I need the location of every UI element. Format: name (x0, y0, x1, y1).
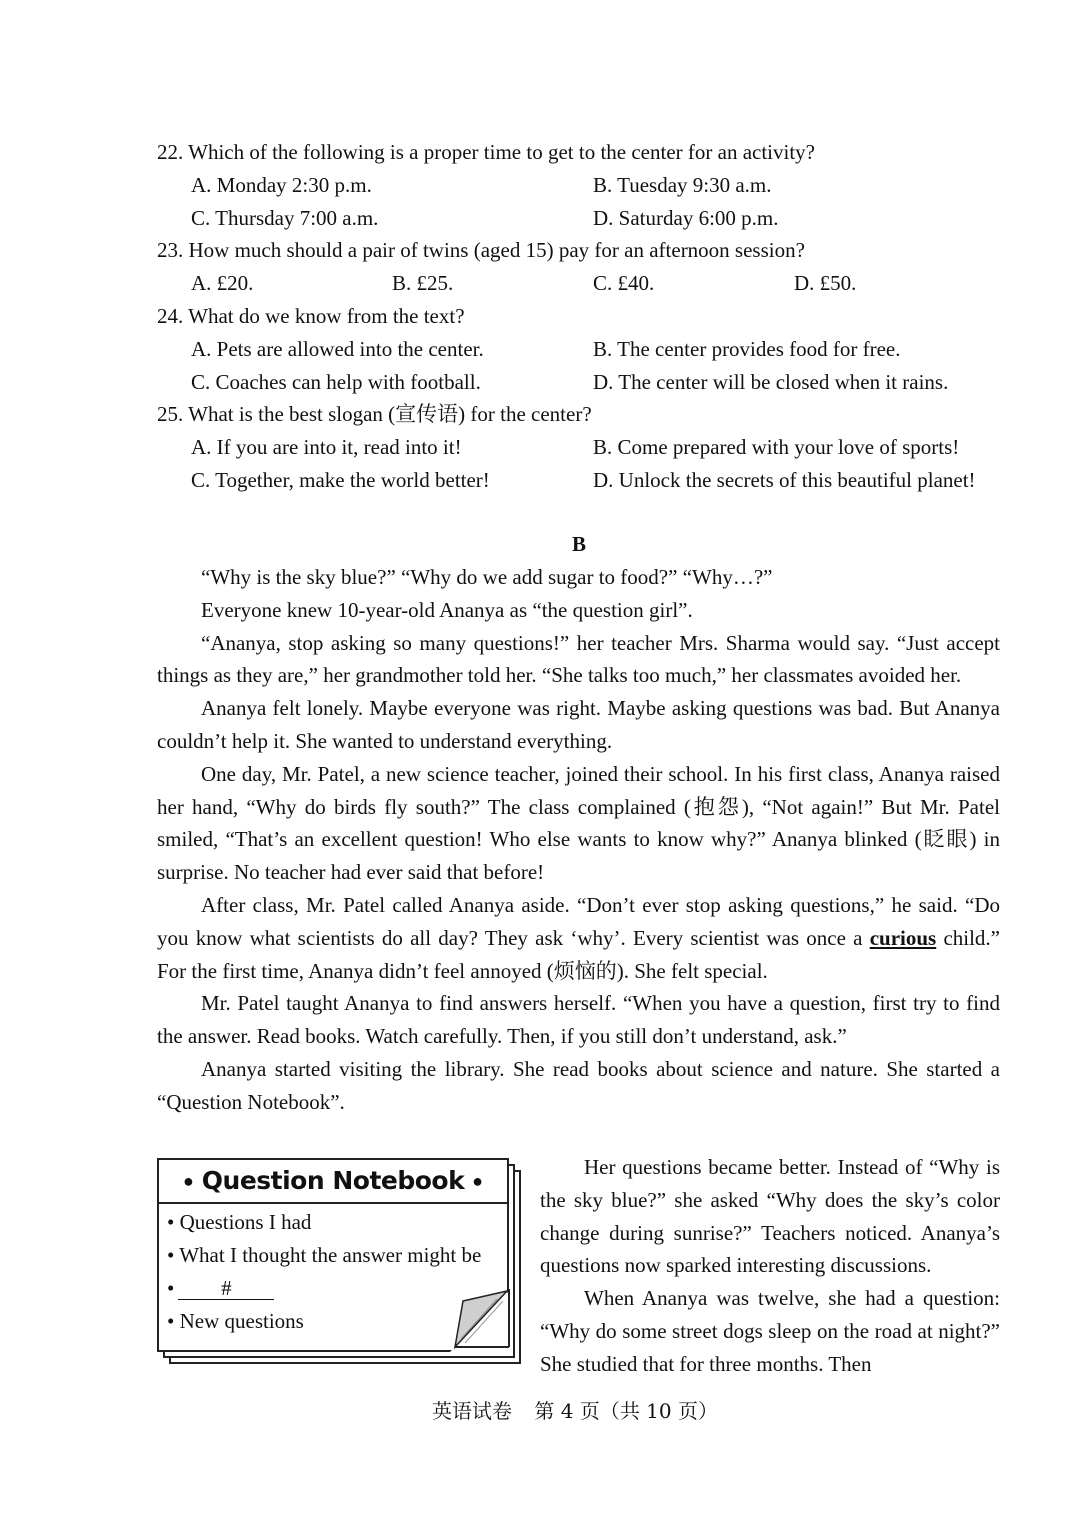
notebook-header (159, 1160, 507, 1204)
story-paragraph: Mr. Patel taught Ananya to find answers herself. “When you have a question, first try to find the answer. Read books. Watch carefully. Then, if you still don’t understand, ask.” (157, 991, 1000, 1049)
notebook-item: • New questions (167, 1309, 304, 1333)
question-22 (157, 136, 1002, 234)
story-text: After class, Mr. Patel called Ananya aside. “Don’t ever stop asking questions,” he said. “Do you know what scientists do all day? They ask ‘why’. Every scientist was once a (157, 892, 1000, 950)
story-continuation (540, 1151, 1000, 1381)
story-paragraph: “Why is the sky blue?” “Why do we add sugar to food?” “Why…?” (201, 565, 773, 589)
bullet-icon: ● (472, 1170, 483, 1191)
question-notebook (157, 1158, 523, 1366)
option-d: D. Unlock the secrets of this beautiful planet! (593, 467, 976, 492)
story-paragraph: Her questions became better. Instead of “Why is the sky blue?” she asked “Why does the sky’s color change during sunrise?” Teachers noticed. Ananya’s questions now sparked interesting discussions. (540, 1155, 1000, 1278)
notebook-item: • Questions I had (167, 1210, 312, 1234)
option-b: B. Come prepared with your love of sports! (593, 435, 960, 460)
option-c: C. Thursday 7:00 a.m. (191, 205, 379, 230)
story-paragraph: Ananya started visiting the library. She read books about science and nature. She started a “Question Notebook”. (157, 1056, 1000, 1114)
option-a: A. £20. (191, 271, 254, 296)
question-stem: 23. How much should a pair of twins (aged 15) pay for an afternoon session? (157, 238, 805, 263)
option-c: C. Together, make the world better! (191, 467, 490, 492)
story-paragraph: “Ananya, stop asking so many questions!” her teacher Mrs. Sharma would say. “Just accept things as they are,” her grandmother told her. “She talks too much,” her classmates avoided her. (157, 630, 1000, 688)
exam-subject: 英语试卷 (432, 1399, 513, 1423)
option-d: D. The center will be closed when it rains. (593, 369, 949, 394)
option-c: C. Coaches can help with football. (191, 369, 481, 394)
option-d: D. Saturday 6:00 p.m. (593, 205, 779, 230)
option-c: C. £40. (593, 271, 655, 296)
page-footer (0, 1395, 1080, 1428)
question-list (157, 136, 1002, 497)
question-stem: 25. What is the best slogan (宣传语) for the center? (157, 402, 592, 427)
question-stem: 22. Which of the following is a proper time to get to the center for an activity? (157, 140, 815, 164)
notebook-item: • What I thought the answer might be (167, 1243, 482, 1267)
question-stem: 24. What do we know from the text? (157, 303, 465, 328)
story-paragraph: One day, Mr. Patel, a new science teacher, joined their school. In his first class, Ananya raised her hand, “Why do birds fly south?” The class complained (抱怨), “Not again!” But Mr. Patel smiled, “That’s an excellent question! Who else wants to know why?” Ananya blinked (眨眼) in surprise. No teacher had ever said that before! (157, 761, 1000, 885)
underlined-word-curious: curious (869, 925, 937, 950)
option-a: A. Monday 2:30 p.m. (191, 172, 372, 197)
page-number: 第 4 页（共 10 页） (534, 1399, 718, 1423)
bullet-icon: ● (183, 1170, 194, 1191)
option-b: B. Tuesday 9:30 a.m. (593, 172, 772, 197)
option-b: B. £25. (392, 271, 454, 296)
bullet-icon: • (167, 1276, 175, 1300)
story-paragraph: Ananya felt lonely. Maybe everyone was right. Maybe asking questions was bad. But Ananya couldn’t help it. She wanted to understand everything. (157, 696, 1000, 753)
bullet-icon: • (167, 1210, 180, 1234)
story-paragraph: When Ananya was twelve, she had a question: “Why do some street dogs sleep on the road at night?” She studied that for three months. Then (540, 1286, 1000, 1376)
question-25 (157, 398, 1002, 496)
story-text: child.” For the first time, Ananya didn’t feel annoyed (烦恼的). She felt special. (157, 925, 1001, 983)
story-passage (157, 561, 1000, 1119)
option-a: A. Pets are allowed into the center. (191, 336, 484, 361)
bullet-icon: • (167, 1243, 180, 1267)
question-23 (157, 234, 1002, 300)
option-d: D. £50. (794, 271, 857, 296)
notebook-title: Question Notebook (201, 1165, 465, 1195)
story-paragraph (157, 889, 1000, 987)
section-title: B (571, 532, 586, 556)
answer-blank: # (178, 1277, 274, 1300)
bullet-icon: • (167, 1309, 180, 1333)
story-paragraph: Everyone knew 10-year-old Ananya as “the question girl”. (201, 597, 693, 622)
option-b: B. The center provides food for free. (593, 336, 901, 361)
option-a: A. If you are into it, read into it! (191, 435, 462, 460)
page-curl-icon (449, 1289, 511, 1353)
question-24 (157, 300, 1002, 398)
